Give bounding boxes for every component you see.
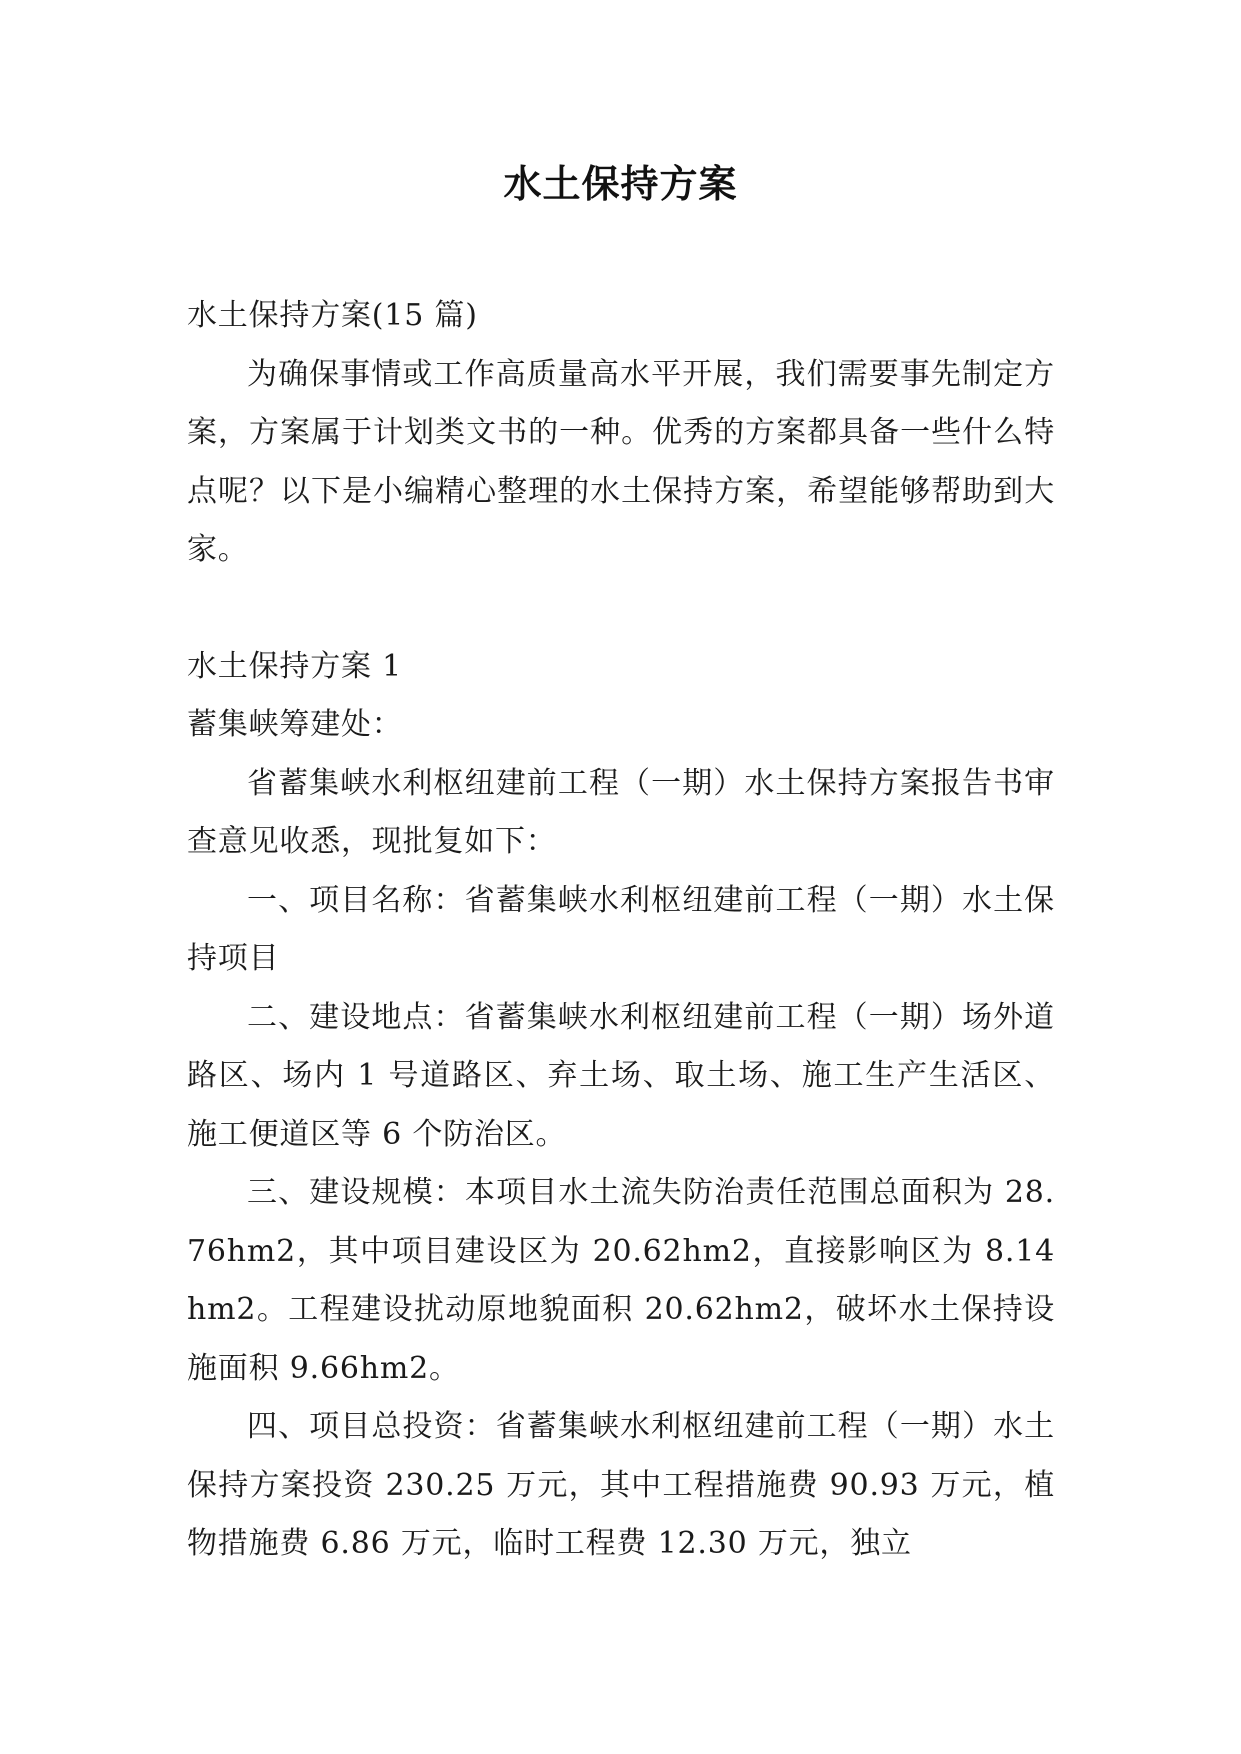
document-title: 水土保持方案 xyxy=(503,162,738,206)
document-body xyxy=(187,287,1055,1574)
intro-paragraph: 为确保事情或工作高质量高水平开展，我们需要事先制定方案，方案属于计划类文书的一种。优秀的方案都具备一些什么特点呢？以下是小编精心整理的水土保持方案，希望能够帮助到大家。 xyxy=(187,356,1055,567)
body-paragraph-scale: 三、建设规模：本项目水土流失防治责任范围总面积为 28.76hm2，其中项目建设区为 20.62hm2，直接影响区为 8.14hm2。工程建设扰动原地貌面积 20.62hm2，破坏水土保持设施面积 9.66hm2。 xyxy=(187,1175,1055,1386)
body-paragraph-project-name: 一、项目名称：省蓄集峡水利枢纽建前工程（一期）水土保持项目 xyxy=(187,882,1055,976)
document-subtitle: 水土保持方案(15 篇) xyxy=(187,298,478,333)
recipient-line: 蓄集峡筹建处： xyxy=(187,707,403,742)
body-paragraph-approval: 省蓄集峡水利枢纽建前工程（一期）水土保持方案报告书审查意见收悉，现批复如下： xyxy=(187,765,1055,859)
section-heading: 水土保持方案 1 xyxy=(187,648,403,684)
body-paragraph-investment: 四、项目总投资：省蓄集峡水利枢纽建前工程（一期）水土保持方案投资 230.25 万元，其中工程措施费 90.93 万元，植物措施费 6.86 万元，临时工程费 12.30 万元，独立 xyxy=(187,1409,1055,1561)
body-paragraph-location: 二、建设地点：省蓄集峡水利枢纽建前工程（一期）场外道路区、场内 1 号道路区、弃土场、取土场、施工生产生活区、施工便道区等 6 个防治区。 xyxy=(187,999,1055,1152)
